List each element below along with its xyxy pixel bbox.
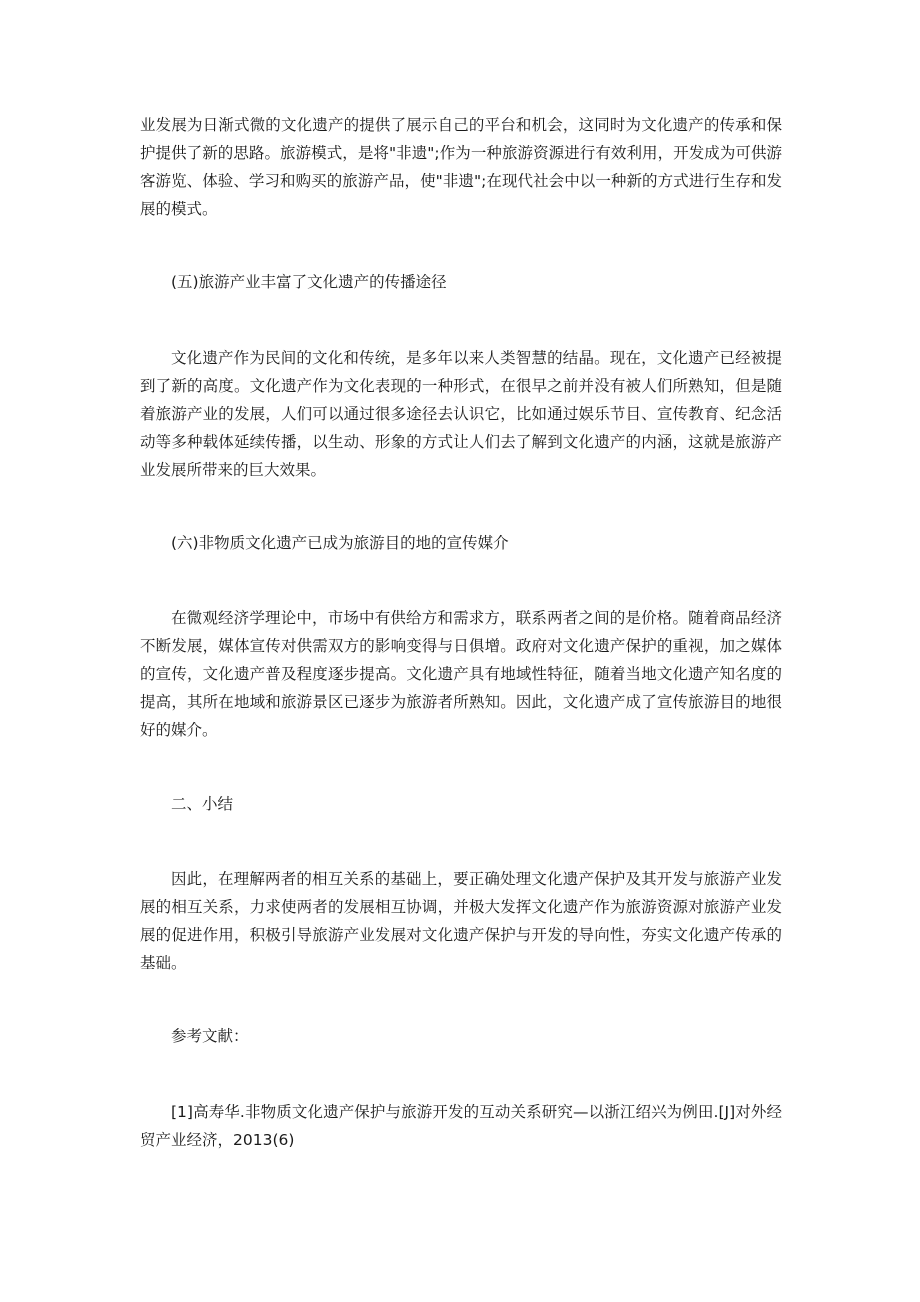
section-heading-5: (五)旅游产业丰富了文化遗产的传播途径 <box>171 273 447 291</box>
summary-heading: 二、小结 <box>171 795 234 813</box>
intro-paragraph: 业发展为日渐式微的文化遗产的提供了展示自己的平台和机会，这同时为文化遗产的传承和保护提供了新的思路。旅游模式，是将"非遗";作为一种旅游资源进行有效利用，开发成为可供游客游览、体验、学习和购买的旅游产品，使"非遗";在现代社会中以一种新的方式进行生存和发展的模式。 <box>140 116 782 218</box>
summary-paragraph: 因此，在理解两者的相互关系的基础上，要正确处理文化遗产保护及其开发与旅游产业发展的相互关系，力求使两者的发展相互协调，并极大发挥文化遗产作为旅游资源对旅游产业发展的促进作用，积极引导旅游产业发展对文化遗产保护与开发的导向性，夯实文化遗产传承的基础。 <box>140 870 782 972</box>
section-6-paragraph: 在微观经济学理论中，市场中有供给方和需求方，联系两者之间的是价格。随着商品经济不断发展，媒体宣传对供需双方的影响变得与日俱增。政府对文化遗产保护的重视，加之媒体的宣传，文化遗产普及程度逐步提高。文化遗产具有地域性特征，随着当地文化遗产知名度的提高，其所在地域和旅游景区已逐步为旅游者所熟知。因此，文化遗产成了宣传旅游目的地很好的媒介。 <box>140 609 782 739</box>
section-5-paragraph: 文化遗产作为民间的文化和传统，是多年以来人类智慧的结晶。现在，文化遗产已经被提到了新的高度。文化遗产作为文化表现的一种形式，在很早之前并没有被人们所熟知，但是随着旅游产业的发展，人们可以通过很多途径去认识它，比如通过娱乐节目、宣传教育、纪念活动等多种载体延续传播，以生动、形象的方式让人们去了解到文化遗产的内涵，这就是旅游产业发展所带来的巨大效果。 <box>140 349 782 479</box>
references-heading: 参考文献： <box>171 1027 249 1045</box>
section-heading-6: (六)非物质文化遗产已成为旅游目的地的宣传媒介 <box>171 534 509 552</box>
reference-item-1: [1]高寿华.非物质文化遗产保护与旅游开发的互动关系研究—以浙江绍兴为例田.[J]对外经贸产业经济，2013(6) <box>140 1103 782 1149</box>
